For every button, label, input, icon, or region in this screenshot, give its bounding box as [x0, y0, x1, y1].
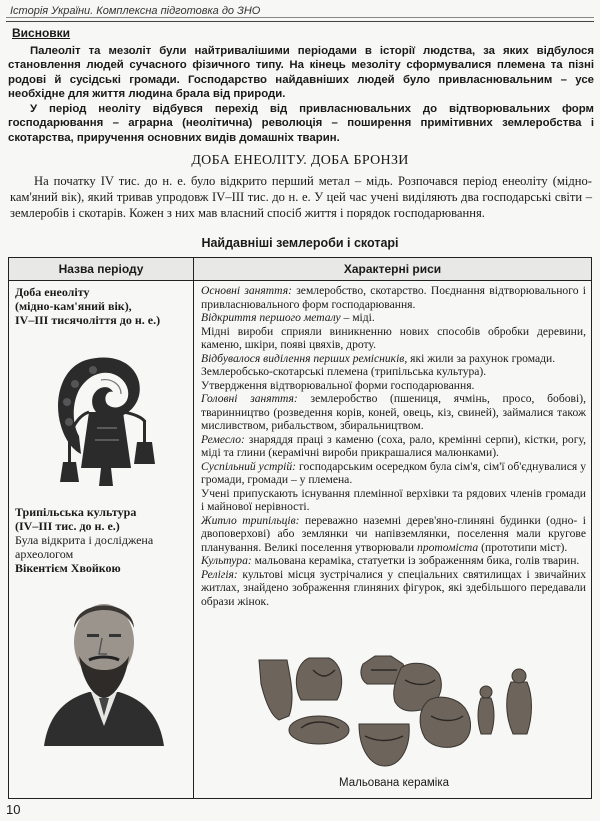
- feature-label: Відбувалося виділення перших ремісників: [201, 351, 405, 365]
- period-trypillia: [15, 505, 191, 575]
- copper-pendant-image: [31, 340, 181, 490]
- period-trypillia-discovery: Була відкрита і досліджена археологом: [15, 533, 154, 561]
- period-trypillia-dates: (IV–III тис. до н. е.): [15, 519, 120, 533]
- feature-label: Відкриття першого металу: [201, 311, 341, 324]
- feature-label: Культура:: [201, 554, 252, 567]
- page-number: 10: [6, 802, 21, 817]
- feature-craftsmen: Відбувалося виділення перших ремісників, які жили за рахунок громади.: [201, 351, 556, 365]
- period-trypillia-name: Трипільська культура: [15, 505, 137, 519]
- feature-reproductive-economy: Утвердження відтворювальної форми господарювання.: [201, 378, 475, 392]
- feature-label: Релігія:: [201, 567, 238, 581]
- conclusions-paragraph-1: Палеоліт та мезоліт були найтривалішими періодами в історії людства, за яких відбулося становлення людей сучасного фізичного типу. На кінець мезоліту сформувалися племена та пізні родові й сусідські громади. Господарство найдавніших людей було привласнювальним – усе необхідне для життя людина брала від природи.: [8, 44, 594, 100]
- conclusions-heading: Висновки: [12, 26, 71, 40]
- feature-dwellings: Житло трипільців: переважно наземні дерев'яно-глиняні будинки (одно- і двоповерхові) або землянки чи напівземлянки, поселення мали кругове планування. Великі поселення утворювали протоміста (прототипи міст).: [201, 513, 586, 554]
- section-title: ДОБА ЕНЕОЛІТУ. ДОБА БРОНЗИ: [191, 153, 409, 168]
- feature-label: Суспільний устрій:: [201, 459, 297, 473]
- painted-pottery-image: [251, 650, 551, 775]
- period-eneolithic-dates: IV–III тисячоліття до н. е.): [15, 313, 161, 327]
- feature-label: Головні заняття:: [201, 392, 298, 405]
- archaeologist-name: Вікентієм Хвойкою: [15, 561, 121, 575]
- feature-label: Житло трипільців:: [201, 513, 300, 527]
- archaeologist-portrait: [39, 576, 169, 746]
- feature-tribes: Землеробсько-скотарські племена (трипільська культура).: [201, 365, 487, 378]
- feature-religion: Релігія: культові місця зустрічалися у спеціальних святилищах і звичайних житлах, знайдено зображення глиняних фігурок, які здебільшого передавали образи жінок.: [201, 567, 586, 608]
- period-eneolithic: [15, 285, 191, 327]
- feature-label: Основні заняття:: [201, 284, 292, 297]
- feature-label: Ремесло:: [201, 432, 245, 446]
- feature-crafts: Ремесло: знаряддя праці з каменю (соха, рало, кремінні серпи), кістки, рогу, міді та глини (керамічні вироби прикрашалися малюнками).: [201, 432, 586, 459]
- feature-main-activities: Головні заняття: землеробство (пшениця, ячмінь, просо, бобові), тваринництво (розведення корів, коней, овець, кіз, свиней), займалися також мисливством, рибальством, збиральництвом.: [201, 392, 586, 432]
- feature-social-order: Суспільний устрій: господарським осередком була сім'я, сім'ї об'єднувалися у громади, громади – у племена.: [201, 459, 586, 486]
- table-title: Найдавніші землероби і скотарі: [201, 236, 399, 250]
- running-header: [6, 3, 594, 22]
- protocity-term: протоміста: [417, 540, 479, 554]
- feature-main-occupations: Основні заняття: землеробство, скотарство. Поєднання відтворювального і привласнювального форм господарювання.: [201, 284, 586, 311]
- feature-copper-products: Мідні вироби сприяли виникненню нових способів обробки деревини, каменю, шкіри, появі цвяхів, дроту.: [201, 324, 586, 351]
- period-eneolithic-name: Доба енеоліту: [15, 285, 90, 299]
- column-divider: [193, 280, 194, 798]
- header-rule: [6, 17, 594, 18]
- feature-inequality: Учені припускають існування племінної верхівки та рядових членів громади і майнової нерівності.: [201, 486, 586, 513]
- running-title: Історія України. Комплексна підготовка до ЗНО: [10, 5, 261, 17]
- column-header-features: Характерні риси: [194, 258, 591, 281]
- column-header-period: Назва періоду: [9, 258, 194, 281]
- conclusions-paragraph-2: У період неоліту відбувся перехід від привласнювальних до відтворювальних форм господарювання – аграрна (неолітична) революція – поширення примітивних землеробства і скотарства, приручення основних видів домашніх тварин.: [8, 102, 594, 144]
- features-text: [201, 284, 586, 608]
- intro-paragraph: На початку IV тис. до н. е. було відкрито перший метал – мідь. Розпочався період енеоліту (мідно-кам'яний вік), який тривав упродовж IV–III тис. до н. е. У цей час учені виділяють два господарські світи – землеробів і скотарів. Кожен з них мав власний спосіб життя і порядок господарювання.: [10, 174, 592, 220]
- conclusions-block: [8, 26, 594, 145]
- period-eneolithic-alias: (мідно-кам'яний вік),: [15, 299, 132, 313]
- section-intro: [10, 173, 592, 221]
- pottery-caption: Мальована кераміка: [339, 777, 450, 789]
- periods-table: [8, 257, 592, 799]
- feature-culture: Культура: мальована кераміка, статуетки із зображенням бика, голів тварин.: [201, 554, 580, 567]
- feature-first-metal: Відкриття першого металу – міді.: [201, 311, 375, 324]
